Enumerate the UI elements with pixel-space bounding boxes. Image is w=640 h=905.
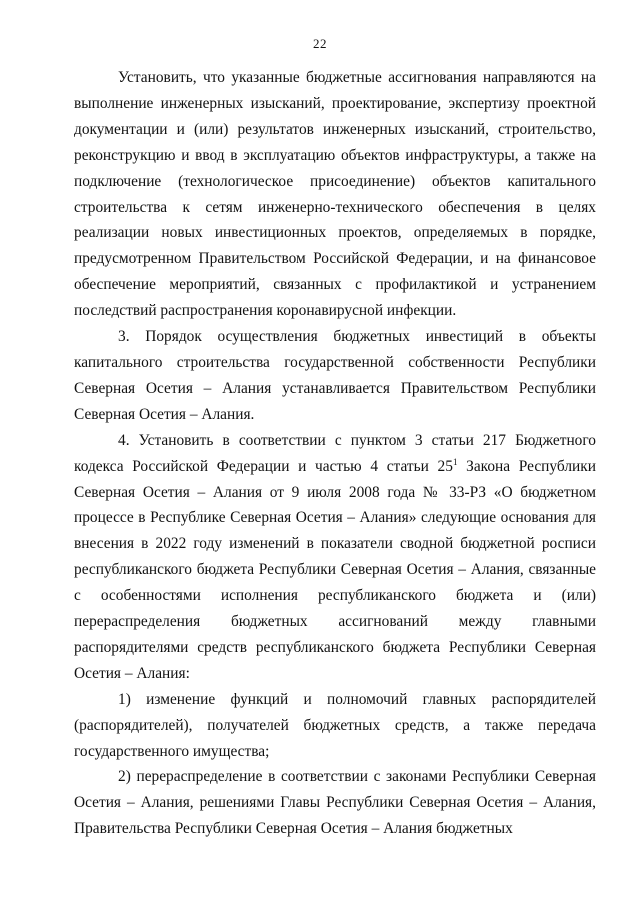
paragraph-subitem-1: 1) изменение функций и полномочий главных распорядителей (распорядителей), получателей бюджетных средств, а также передача государственного имущества; — [74, 690, 596, 760]
paragraph-item-3-investment-procedure: 3. Порядок осуществления бюджетных инвестиций в объекты капитального строительства государственной собственности Республики Северная Осетия – Алания устанавливается Правительством Республики Северная Осетия – Алания. — [74, 328, 596, 423]
paragraph-item-4-text-end: Закона Республики Северная Осетия – Алания от 9 июля 2008 года № 33-РЗ «О бюджетном процессе в Республике Северная Осетия – Алания» следующие основания для внесения в 2022 году изменений в показатели сводной бюджетной росписи республиканского бюджета Республики Северная Осетия – Алания, связанные с особенностями исполнения республиканского бюджета и (или) перераспределения бюджетных ассигнований между главными распорядителями средств республиканского бюджета Республики Северная Осетия – Алания: — [74, 457, 596, 682]
paragraph-item-4-budget-changes — [74, 428, 596, 687]
paragraph-budget-allocations: Установить, что указанные бюджетные ассигнования направляются на выполнение инженерных изысканий, проектирование, экспертизу проектной документации и (или) результатов инженерных изысканий, строительство, реконструкцию и ввод в эксплуатацию объектов инфраструктуры, а также на подключение (технологическое присоединение) объектов капитального строительства к сетям инженерно-технического обеспечения в целях реализации новых инвестиционных проектов, определяемых в порядке, предусмотренном Правительством Российской Федерации, и на финансовое обеспечение мероприятий, связанных с профилактикой и устранением последствий распространения коронавирусной инфекции. — [74, 69, 596, 320]
page-number: 22 — [313, 36, 327, 51]
paragraph-subitem-2: 2) перераспределение в соответствии с законами Республики Северная Осетия – Алания, решениями Главы Республики Северная Осетия – Алания, Правительства Республики Северная Осетия – Алания бюджетных — [74, 768, 596, 838]
document-body — [74, 65, 596, 842]
article-superscript: 1 — [452, 456, 458, 467]
paragraph-item-4-text-start: 4. Установить в соответствии с пунктом 3 статьи 217 Бюджетного кодекса Российской Федерации и частью 4 статьи 25 — [74, 431, 596, 475]
